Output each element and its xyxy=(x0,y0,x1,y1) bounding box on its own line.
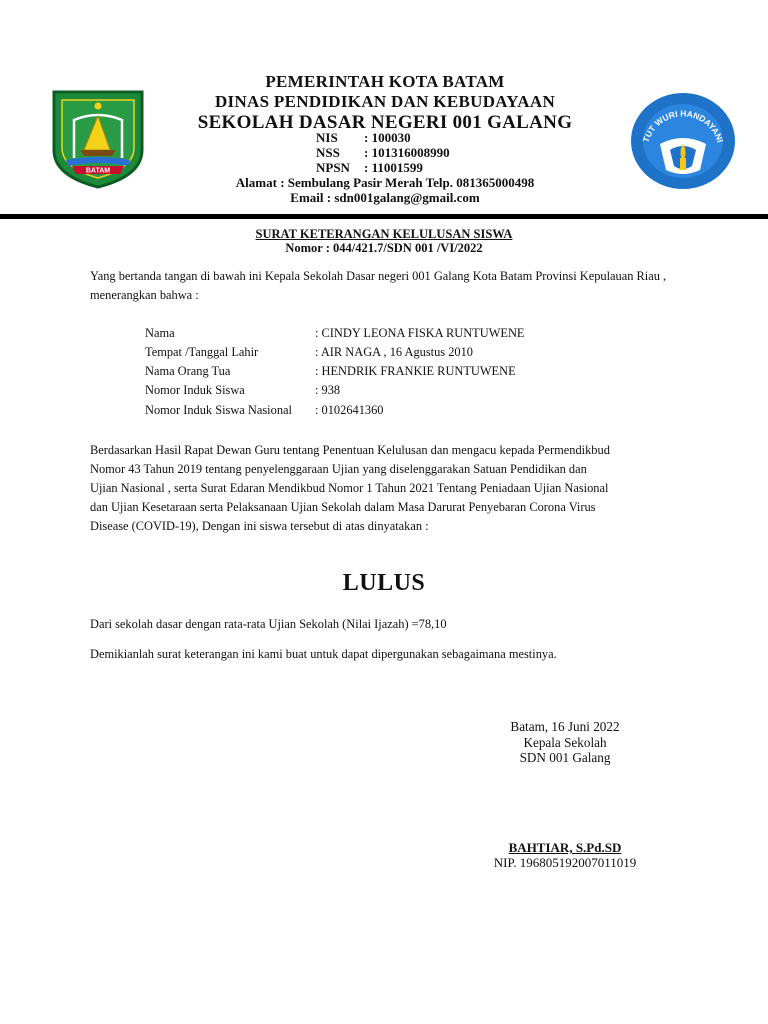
emblem-text: BATAM xyxy=(85,167,111,175)
signer-nip: NIP. 196805192007011019 xyxy=(493,855,637,870)
header-divider xyxy=(0,214,768,219)
header-government: PEMERINTAH KOTA BATAM xyxy=(265,72,505,91)
nss-row: NSS : 101316008990 xyxy=(316,145,450,160)
student-parent-row: Nama Orang Tua : HENDRIK FRANKIE RUNTUWENE xyxy=(145,364,516,378)
batam-city-emblem xyxy=(50,88,146,190)
signer-name: BAHTIAR, S.Pd.SD xyxy=(508,840,622,855)
header-department: DINAS PENDIDIKAN DAN KEBUDAYAAN xyxy=(214,92,556,111)
signature-block xyxy=(440,719,690,766)
intro-paragraph: Yang bertanda tangan di bawah ini Kepala Sekolah Dasar negeri 001 Galang Kota Batam Provinsi Kepulauan Riau , menerangkan bahwa : xyxy=(90,269,667,302)
document-title: SURAT KETERANGAN KELULUSAN SISWA xyxy=(255,227,513,241)
graduation-result: LULUS xyxy=(342,570,426,596)
closing-statement: Demikianlah surat keterangan ini kami buat untuk dapat dipergunakan sebagaimana mestinya. xyxy=(90,647,557,661)
signature-position: Kepala Sekolah xyxy=(523,734,607,750)
signature-school: SDN 001 Galang xyxy=(519,750,611,765)
nis-row: NIS : 100030 xyxy=(316,130,411,145)
npsn-row: NPSN : 11001599 xyxy=(316,160,423,175)
average-score: Dari sekolah dasar dengan rata-rata Ujian Sekolah (Nilai Ijazah) =78,10 xyxy=(90,617,447,631)
school-email: Email : sdn001galang@gmail.com xyxy=(290,190,480,205)
student-nisn-row: Nomor Induk Siswa Nasional : 0102641360 xyxy=(145,403,384,417)
decision-paragraph: Berdasarkan Hasil Rapat Dewan Guru tentang Penentuan Kelulusan dan mengacu kepada Permendikbud Nomor 43 Tahun 2019 tentang penyelenggaraan Ujian yang diselenggarakan Satuan Pendidikan dan Ujian Nasional , serta Surat Edaran Mendikbud Nomor 1 Tahun 2021 Tentang Peniadaan Ujian Nasional dan Ujian Kesetaraan serta Pelaksanaan Ujian Sekolah dalam Masa Darurat Penyebaran Corona Virus Disease (COVID-19), Dengan ini siswa tersebut di atas dinyatakan : xyxy=(90,443,610,533)
header-school-name: SEKOLAH DASAR NEGERI 001 GALANG xyxy=(197,112,573,133)
student-nis-row: Nomor Induk Siswa : 938 xyxy=(145,383,341,397)
signature-place-date: Batam, 16 Juni 2022 xyxy=(510,719,620,734)
student-birth-row: Tempat /Tanggal Lahir : AIR NAGA , 16 Agustus 2010 xyxy=(145,345,473,359)
document-number: Nomor : 044/421.7/SDN 001 /VI/2022 xyxy=(285,241,483,255)
student-name-row: Nama : CINDY LEONA FISKA RUNTUWENE xyxy=(145,326,525,340)
school-address: Alamat : Sembulang Pasir Merah Telp. 081365000498 xyxy=(235,175,535,190)
tut-wuri-handayani-emblem xyxy=(630,92,736,190)
emblem-motto: TUT WURI HANDAYANI xyxy=(640,108,726,144)
